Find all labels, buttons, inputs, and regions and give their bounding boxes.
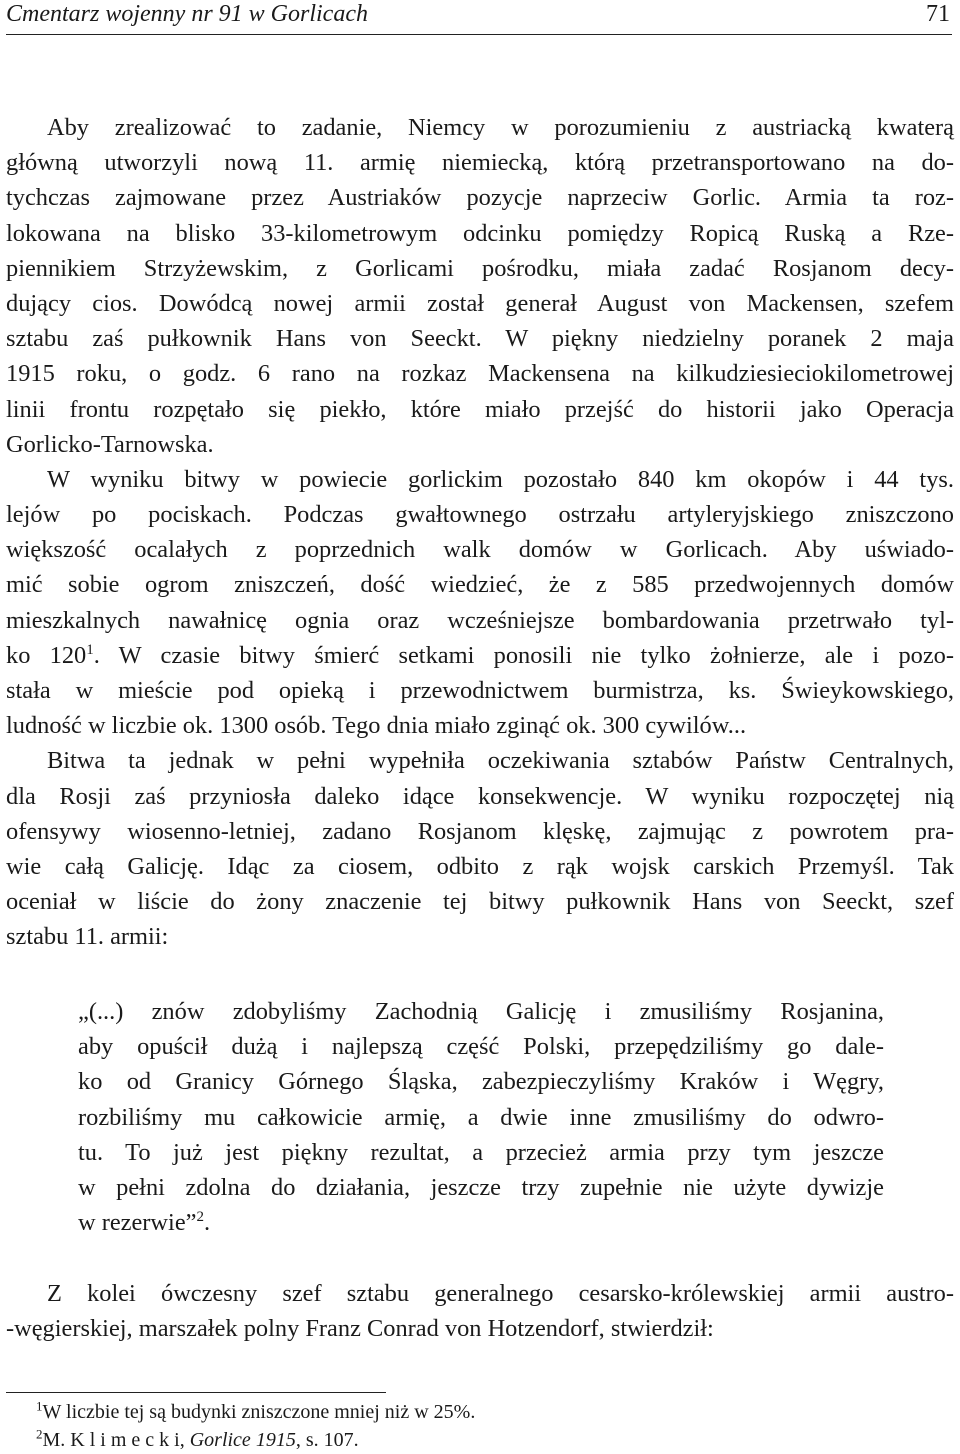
- text-line: główną utworzyli nową 11. armię niemiecką, którą przetransportowano na do-: [6, 149, 954, 177]
- text-line: lejów po pociskach. Podczas gwałtownego ostrzału artyleryjskiego zniszczono: [6, 501, 954, 529]
- text-line: ludność w liczbie ok. 1300 osób. Tego dnia miało zginąć ok. 300 cywilów...: [6, 712, 747, 740]
- paragraph-1: [6, 110, 954, 462]
- text-line: mić sobie ogrom zniszczeń, dość wiedzieć, że z 585 przedwojennych domów: [6, 571, 954, 599]
- text-line: W wyniku bitwy w powiecie gorlickim pozostało 840 km okopów i 44 tys.: [47, 465, 954, 493]
- text-fragment: w rezerwie”: [78, 1209, 197, 1237]
- text-line: Z kolei ówczesny szef sztabu generalnego cesarsko-królewskiej armii austro-: [47, 1280, 954, 1307]
- main-text: [6, 110, 954, 955]
- text-line: mieszkalnych nawałnicę ognia oraz wcześniejsze bombardowania przetrwało tyl-: [6, 606, 954, 634]
- text-line: linii frontu rozpętało się piekło, które miało przejść do historii jako Operacja: [6, 395, 954, 423]
- paragraph-4: [6, 1276, 954, 1346]
- text-fragment: .: [203, 1209, 211, 1237]
- footnote-number: 1: [36, 1398, 43, 1414]
- quote-line: aby opuścił dużą i najlepszą część Polski, przepędziliśmy go dale-: [78, 1033, 884, 1061]
- footnote-ref-2[interactable]: 2: [196, 1209, 204, 1225]
- footnote-1: [36, 1398, 475, 1426]
- text-line: Aby zrealizować to zadanie, Niemcy w porozumieniu z austriacką kwaterą: [47, 114, 954, 141]
- text-line: dujący cios. Dowódcą nowej armii został generał August von Mackensen, szefem: [6, 289, 954, 317]
- text-line: tychczas zajmowane przez Austriaków pozycje naprzeciw Gorlic. Armia ta roz-: [6, 184, 954, 212]
- text-line: dla Rosji zaś przyniosła daleko idące konsekwencje. W wyniku rozpoczętej nią: [6, 782, 954, 810]
- running-header: [6, 0, 952, 35]
- text-line: większość ocalałych z poprzednich walk domów w Gorlicach. Aby uświado-: [6, 536, 954, 564]
- text-line: ofensywy wiosenno-letniej, zadano Rosjanom klęskę, zajmując z powrotem pra-: [6, 817, 954, 845]
- quote-line: [78, 1205, 884, 1240]
- paragraph-2: [6, 462, 954, 744]
- text-fragment: ko 120: [6, 641, 87, 669]
- text-line: piennikiem Strzyżewskim, z Gorlicami pośrodku, miała zadać Rosjanom decy-: [6, 254, 954, 282]
- text-line: stała w mieście pod opieką i przewodnictwem burmistrza, ks. Świeykowskiego,: [6, 677, 954, 704]
- text-fragment: . W czasie bitwy śmierć setkami ponosili nie tylko żołnierze, ale i pozo-: [93, 641, 954, 669]
- quote-line: „(...) znów zdobyliśmy Zachodnią Galicję i zmusiliśmy Rosjanina,: [78, 998, 884, 1025]
- quote-line: tu. To już jest piękny rezultat, a przecież armia przy tym jeszcze: [78, 1138, 884, 1166]
- text-line: Bitwa ta jednak w pełni wypełniła oczekiwania sztabów Państw Centralnych,: [47, 747, 954, 775]
- text-line: sztabu zaś pułkownik Hans von Seeckt. W piękny niedzielny poranek 2 maja: [6, 325, 954, 353]
- quote-line: ko od Granicy Górnego Śląska, zabezpieczyliśmy Kraków i Węgry,: [78, 1068, 884, 1096]
- text-line: wie całą Galicję. Idąc za ciosem, odbito z rąk wojsk carskich Przemyśl. Tak: [6, 852, 954, 880]
- footnote-ref-1[interactable]: 1: [86, 641, 94, 658]
- footnote-book-title: Gorlice 1915: [189, 1429, 296, 1451]
- quote-line: rozbiliśmy mu całkowicie armię, a dwie inne zmusiliśmy do odwro-: [78, 1103, 884, 1131]
- block-quote: [78, 994, 884, 1240]
- footnote-text: , s. 107.: [295, 1429, 359, 1451]
- page-number: 71: [926, 1, 950, 27]
- footnote-author: M. K l i m e c k i,: [42, 1429, 190, 1451]
- footnotes: [36, 1398, 475, 1454]
- footnote-divider: [6, 1392, 386, 1393]
- text-line: oceniał w liście do żony znaczenie tej bitwy pułkownik Hans von Seeckt, szef: [6, 888, 954, 916]
- quote-line: w pełni zdolna do działania, jeszcze trzy zupełnie nie użyte dywizje: [78, 1173, 884, 1201]
- footnote-2: [36, 1426, 475, 1454]
- text-line: -węgierskiej, marszałek polny Franz Conrad von Hotzendorf, stwierdził:: [6, 1315, 714, 1343]
- footnote-text: W liczbie tej są budynki zniszczone mniej niż w 25%.: [42, 1401, 476, 1423]
- paragraph-3: [6, 743, 954, 954]
- text-line: 1915 roku, o godz. 6 rano na rozkaz Mackensena na kilkudziesieciokilometrowej: [6, 360, 954, 388]
- text-line: Gorlicko-Tarnowska.: [6, 430, 214, 458]
- running-title: Cmentarz wojenny nr 91 w Gorlicach: [6, 1, 368, 27]
- text-line: [6, 638, 954, 673]
- text-line: lokowana na blisko 33-kilometrowym odcinku pomiędzy Ropicą Ruską a Rze-: [6, 219, 954, 247]
- text-line: sztabu 11. armii:: [6, 923, 169, 951]
- footnote-number: 2: [36, 1426, 43, 1442]
